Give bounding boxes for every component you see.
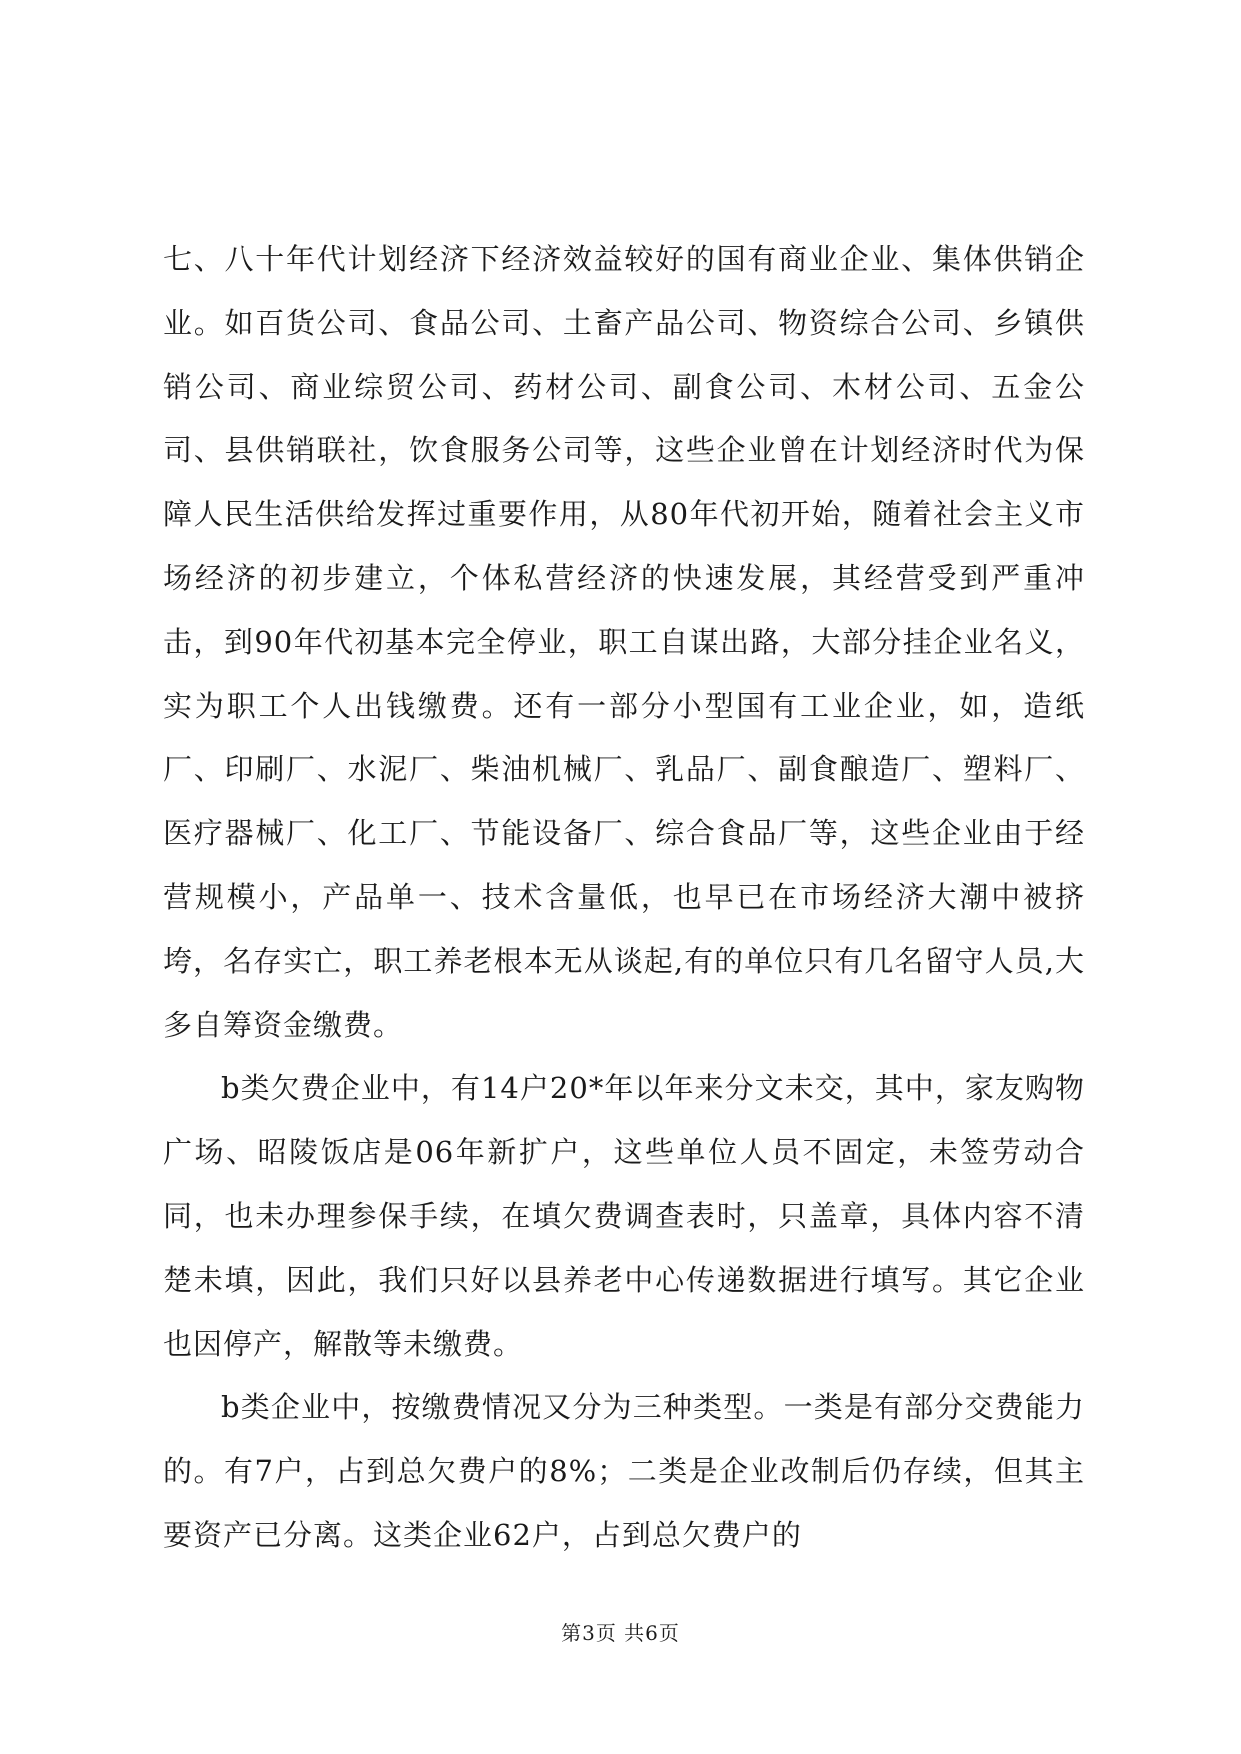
page-number-footer: 第3页 共6页 [561, 1621, 680, 1645]
paragraph-1: 七、八十年代计划经济下经济效益较好的国有商业企业、集体供销企业。如百货公司、食品公司、土畜产品公司、物资综合公司、乡镇供销公司、商业综贸公司、药材公司、副食公司、木材公司、五金公司、县供销联社，饮食服务公司等，这些企业曾在计划经济时代为保障人民生活供给发挥过重要作用，从80年代初开始，随着社会主义市场经济的初步建立，个体私营经济的快速发展，其经营受到严重冲击，到90年代初基本完全停业，职工自谋出路，大部分挂企业名义，实为职工个人出钱缴费。还有一部分小型国有工业企业，如，造纸厂、印刷厂、水泥厂、柴油机械厂、乳品厂、副食酿造厂、塑料厂、医疗器械厂、化工厂、节能设备厂、综合食品厂等，这些企业由于经营规模小，产品单一、技术含量低，也早已在市场经济大潮中被挤垮，名存实亡，职工养老根本无从谈起,有的单位只有几名留守人员,大多自筹资金缴费。 [163, 242, 1085, 1042]
document-body [163, 228, 1085, 1568]
paragraph-3: b类企业中，按缴费情况又分为三种类型。一类是有部分交费能力的。有7户，占到总欠费户的8%；二类是企业改制后仍存续，但其主要资产已分离。这类企业62户，占到总欠费户的 [163, 1390, 1085, 1552]
paragraph-2: b类欠费企业中，有14户20*年以年来分文未交，其中，家友购物广场、昭陵饭店是06年新扩户，这些单位人员不固定，未签劳动合同，也未办理参保手续，在填欠费调查表时，只盖章，具体内容不清楚未填，因此，我们只好以县养老中心传递数据进行填写。其它企业也因停产，解散等未缴费。 [163, 1071, 1085, 1361]
